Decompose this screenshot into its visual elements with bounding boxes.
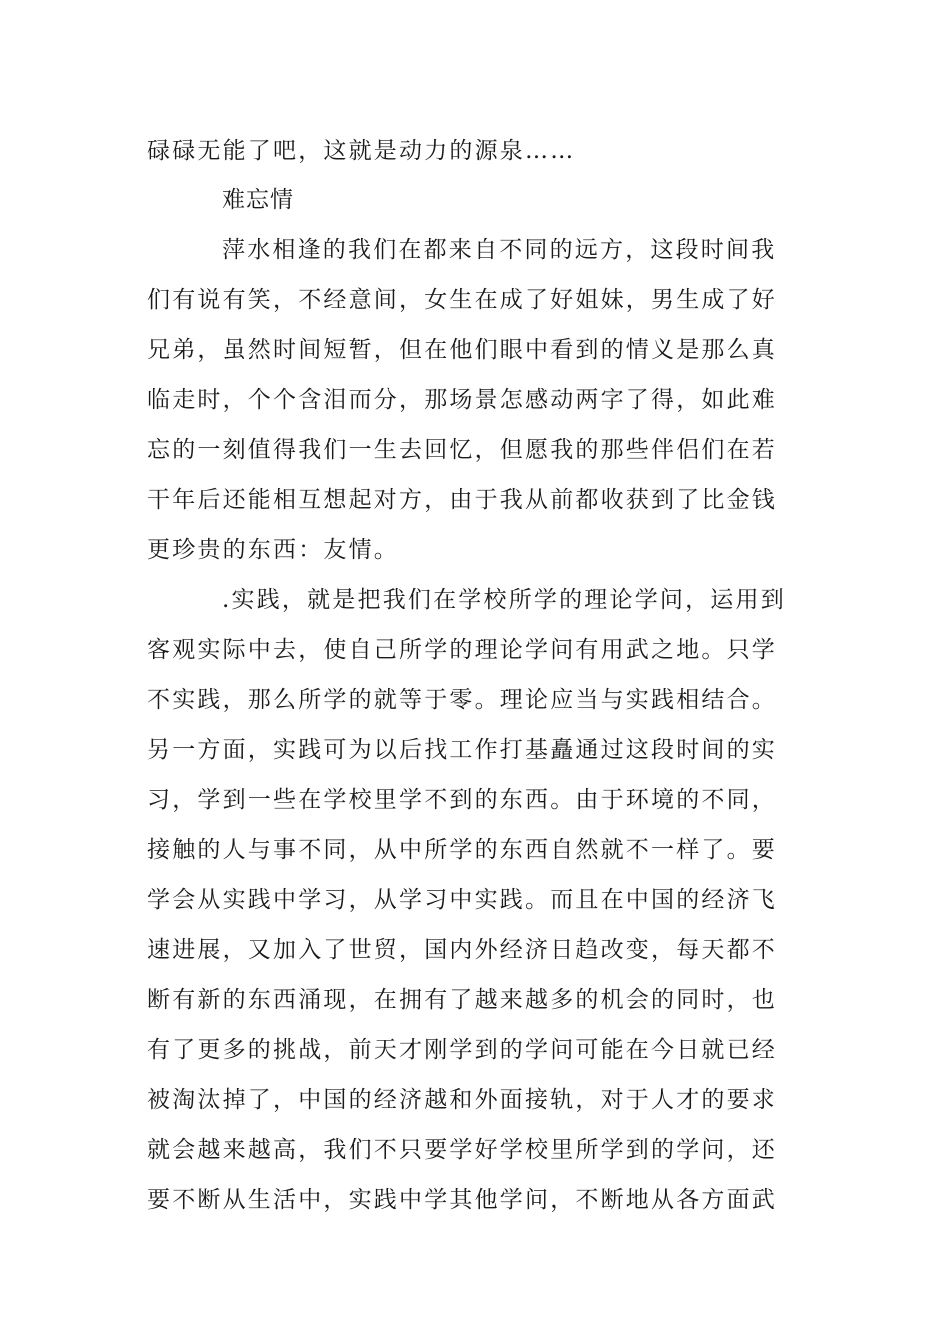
text-line-9: 更珍贵的东西：友情。 [147, 537, 399, 563]
text-line-1: 碌碌无能了吧，这就是动力的源泉…… [147, 138, 576, 164]
text-line-22: 要不断从生活中，实践中学其他学问，不断地从各方面武 [147, 1187, 777, 1213]
text-line-14: 习，学到一些在学校里学不到的东西。由于环境的不同， [147, 787, 777, 813]
text-line-10: .实践，就是把我们在学校所学的理论学问，运用到 [222, 587, 786, 613]
text-line-4: 们有说有笑，不经意间，女生在成了好姐妹，男生成了好 [147, 287, 777, 313]
text-line-17: 速进展，又加入了世贸，国内外经济日趋改变，每天都不 [147, 937, 777, 963]
text-line-11: 客观实际中去，使自己所学的理论学问有用武之地。只学 [147, 637, 777, 663]
text-line-16: 学会从实践中学习，从学习中实践。而且在中国的经济飞 [147, 887, 777, 913]
text-line-3: 萍水相逢的我们在都来自不同的远方，这段时间我 [222, 237, 777, 263]
text-line-13: 另一方面，实践可为以后找工作打基矗通过这段时间的实 [147, 737, 777, 763]
text-line-18: 断有新的东西涌现，在拥有了越来越多的机会的同时，也 [147, 987, 777, 1013]
text-line-15: 接触的人与事不同，从中所学的东西自然就不一样了。要 [147, 837, 777, 863]
section-heading: 难忘情 [222, 187, 294, 213]
text-line-6: 临走时，个个含泪而分，那场景怎感动两字了得，如此难 [147, 387, 777, 413]
text-line-21: 就会越来越高，我们不只要学好学校里所学到的学问，还 [147, 1137, 777, 1163]
text-line-5: 兄弟，虽然时间短暂，但在他们眼中看到的情义是那么真 [147, 337, 777, 363]
text-line-20: 被淘汰掉了，中国的经济越和外面接轨，对于人才的要求 [147, 1087, 777, 1113]
text-line-7: 忘的一刻值得我们一生去回忆，但愿我的那些伴侣们在若 [147, 437, 777, 463]
text-line-8: 干年后还能相互想起对方，由于我从前都收获到了比金钱 [147, 487, 777, 513]
text-line-12: 不实践，那么所学的就等于零。理论应当与实践相结合。 [147, 687, 777, 713]
text-line-19: 有了更多的挑战，前天才刚学到的学问可能在今日就已经 [147, 1037, 777, 1063]
